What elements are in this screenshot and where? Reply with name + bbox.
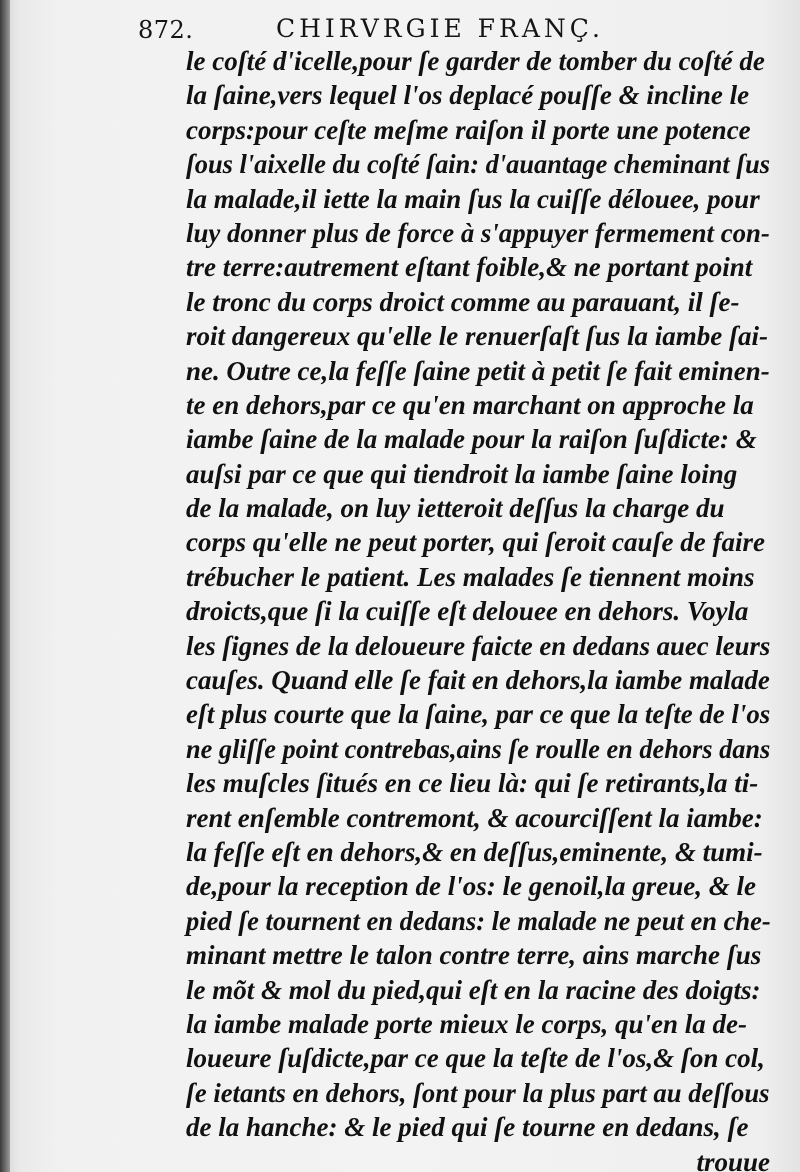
text-line: ne gliſſe point contrebas,ains ſe roulle en dehors dans [186, 733, 771, 764]
text-line: les muſcles ſitués en ce lieu là: qui ſe retirants,la ti- [186, 768, 759, 799]
text-line: te en dehors,par ce qu'en marchant on approche la [186, 389, 754, 420]
running-head [138, 12, 698, 46]
text-line: iambe ſaine de la malade pour la raiſon ſuſdicte: & [186, 424, 757, 455]
running-title: CHIRVRGIE FRANÇ. [276, 14, 604, 43]
text-line: trébucher le patient. Les malades ſe tiennent moins [186, 561, 755, 592]
text-line: ſe ietants en dehors, ſont pour la plus part au deſſous [186, 1077, 770, 1108]
text-line: corps qu'elle ne peut porter, qui ſeroit cauſe de faire [186, 527, 765, 558]
text-line: la malade,il iette la main ſus la cuiſſe délouee, pour [186, 183, 760, 214]
text-line: minant mettre le talon contre terre, ains marche ſus [186, 940, 762, 971]
text-line: eſt plus courte que la ſaine, par ce que la teſte de l'os [186, 699, 771, 730]
catchword: trouue [696, 1146, 770, 1172]
text-line: les ſignes de la deloueure faicte en dedans auec leurs [186, 630, 771, 661]
text-line: le tronc du corps droict comme au parauant, il ſe- [186, 286, 740, 317]
text-line: cauſes. Quand elle ſe fait en dehors,la iambe malade [186, 665, 770, 696]
text-line: de la hanche: & le pied qui ſe tourne en dedans, ſe [186, 1112, 749, 1143]
text-line: de,pour la reception de l'os: le genoil,la greue, & le [186, 871, 756, 902]
body-text [186, 44, 770, 1172]
text-line: luy donner plus de force à s'appuyer fermement con- [186, 217, 770, 248]
text-line: le mõt & mol du pied,qui eſt en la racine des doigts: [186, 974, 761, 1005]
text-line: auſsi par ce que qui tiendroit la iambe ſaine loing [186, 458, 738, 489]
text-line: la feſſe eſt en dehors,& en deſſus,eminente, & tumi- [186, 836, 763, 867]
text-line: rent enſemble contremont, & acourciſſent la iambe: [186, 802, 763, 833]
text-line: la iambe malade porte mieux le corps, qu'en la de- [186, 1008, 747, 1039]
text-line: droicts,que ſi la cuiſſe eſt delouee en dehors. Voyla [186, 596, 749, 627]
page-number: 872. [138, 16, 194, 44]
text-line: pied ſe tournent en dedans: le malade ne peut en che- [186, 905, 771, 936]
text-line: ſous l'aixelle du coſté ſain: d'auantage cheminant ſus [186, 149, 771, 180]
text-line: la ſaine,vers lequel l'os deplacé pouſſe & incline le [186, 80, 750, 111]
text-line: le coſté d'icelle,pour ſe garder de tomber du coſté de [186, 46, 765, 76]
page-gutter-shadow [0, 0, 10, 1172]
text-line: de la malade, on luy ietteroit deſſus la charge du [186, 493, 725, 524]
text-line: corps:pour ceſte meſme raiſon il porte une potence [186, 114, 751, 145]
text-line: tre terre:autrement eſtant foible,& ne portant point [186, 252, 753, 283]
text-line: loueure ſuſdicte,par ce que la teſte de l'os,& ſon col, [186, 1043, 765, 1074]
text-line: roit dangereux qu'elle le renuerſaſt ſus la iambe ſai- [186, 321, 768, 352]
text-line: ne. Outre ce,la feſſe ſaine petit à petit ſe fait eminen- [186, 355, 770, 386]
